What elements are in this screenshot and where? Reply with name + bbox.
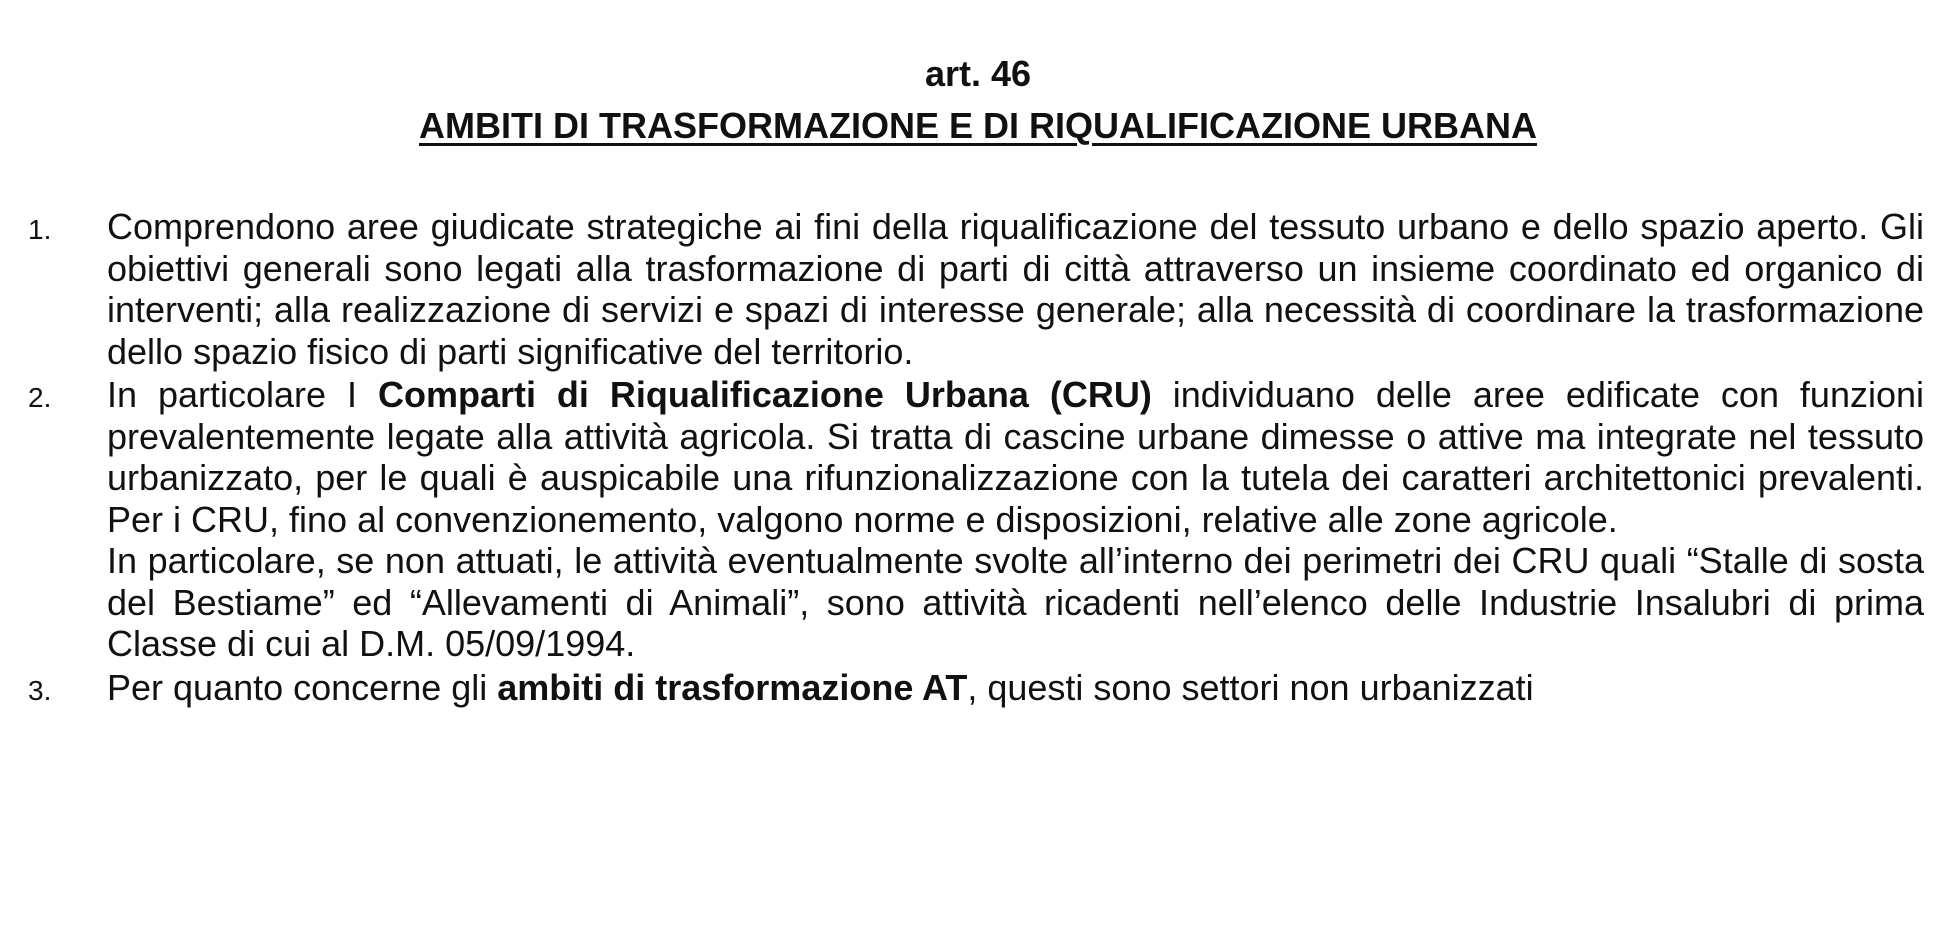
list-item-2 — [0, 374, 1956, 665]
paragraph-text: , questi sono settori non urbanizzati — [967, 666, 1534, 708]
paragraph-text: Per quanto concerne gli — [107, 666, 498, 708]
paragraph — [107, 374, 1924, 540]
list-item-body — [107, 374, 1924, 665]
numbered-list — [0, 206, 1956, 708]
article-title: AMBITI DI TRASFORMAZIONE E DI RIQUALIFICAZIONE URBANA — [419, 105, 1537, 146]
list-item-number: 1. — [28, 214, 52, 245]
paragraph-text: In particolare I — [107, 374, 378, 415]
paragraph: In particolare, se non attuati, le attività eventualmente svolte all’interno dei perimetri dei CRU quali “Stalle di sosta del Bestiame” ed “Allevamenti di Animali”, sono attività ricadenti nell’elenco delle Industrie Insalubri di prima Classe di cui al D.M. 05/09/1994. — [107, 540, 1924, 664]
list-item-body — [107, 206, 1924, 372]
article-number: art. 46 — [924, 53, 1032, 94]
list-item-number: 3. — [28, 674, 52, 706]
paragraph: Comprendono aree giudicate strategiche ai fini della riqualificazione del tessuto urbano e dello spazio aperto. Gli obiettivi generali sono legati alla trasformazione di parti di città attraverso un insieme coordinato ed organico di interventi; alla realizzazione di servizi e spazi di interesse generale; alla necessità di coordinare la trasformazione dello spazio fisico di parti significative del territorio. — [107, 206, 1924, 372]
list-item-body — [107, 667, 1924, 709]
list-item-number: 2. — [28, 382, 52, 413]
list-item-1 — [0, 206, 1956, 372]
paragraph-text: individuano delle aree edificate con funzioni prevalentemente legate alla attività agricola. Si tratta di cascine urbane dimesse o attive ma integrate nel tessuto urbanizzato, per le quali è auspicabile una rifunzionalizzazione con la tutela dei caratteri architettonici prevalenti. Per i CRU, fino al convenzionemento, valgono norme e disposizioni, relative alle zone agricole. — [107, 374, 1925, 540]
list-item-3 — [0, 667, 1956, 709]
bold-term: ambiti di trasformazione AT — [497, 666, 968, 708]
paragraph — [107, 667, 1924, 709]
bold-term: Comparti di Riqualificazione Urbana (CRU) — [377, 374, 1152, 415]
